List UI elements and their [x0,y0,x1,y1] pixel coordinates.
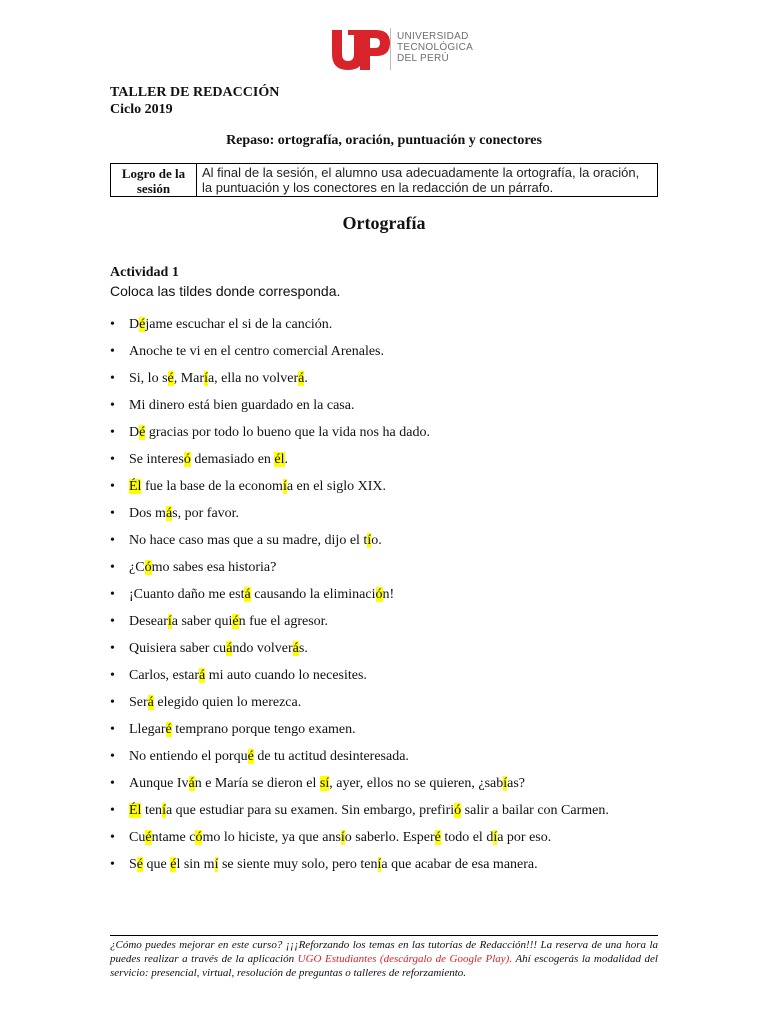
highlighted-accent: él [274,452,285,467]
sentence-text: Aunque Iv [129,776,189,791]
highlighted-accent: í [367,533,372,548]
exercise-item [110,717,658,744]
sentence-text: a saber qui [171,614,233,629]
sentence-text: n e María se dieron el [194,776,320,791]
sentence-text: jame escuchar el si de la canción. [145,317,333,332]
exercise-item [110,798,658,823]
sentence-text: demasiado en [190,452,275,467]
highlighted-accent: í [340,830,345,845]
highlighted-accent: í [377,857,382,872]
highlighted-accent: é [136,857,144,872]
highlighted-accent: é [232,614,239,629]
highlighted-accent: é [145,830,152,845]
sentence-text: a por eso. [497,830,552,845]
sentence-text: . [284,452,289,467]
footer-app-name: UGO Estudiantes (descárgalo de Google Play). [297,953,513,965]
exercise-item [110,447,658,474]
exercise-item [110,771,658,798]
sentence-text: ten [141,803,163,818]
highlighted-accent: í [282,479,287,494]
sentence-text: a que estudiar para su examen. Sin embargo, prefiri [165,803,455,818]
sentence-text: ¡Cuanto daño me est [129,587,245,602]
highlighted-accent: é [247,749,254,764]
highlighted-accent: é [167,371,174,386]
highlighted-accent: é [139,425,146,440]
exercise-item [110,501,658,528]
highlighted-accent: ó [454,803,462,818]
sentence-text: Se interes [129,452,184,467]
logo-wordmark: UNIVERSIDAD TECNOLÓGICA DEL PERÚ [397,31,474,64]
sentence-text: ntame c [151,830,196,845]
logro-label: Logro de la sesión [111,164,197,196]
sentence-text: temprano porque tengo examen. [171,722,356,737]
highlighted-accent: á [292,641,299,656]
sentence-text: Llegar [129,722,166,737]
exercise-item [110,744,658,771]
logo-divider [390,28,391,70]
footer-divider [110,935,658,936]
sentence-text: s. [298,641,308,656]
sentence-text: l sin m [176,857,215,872]
highlighted-accent: Él [129,479,142,494]
highlighted-accent: ó [375,587,383,602]
sentence-text: Ser [129,695,148,710]
sentence-text: n! [382,587,395,602]
exercise-item [110,690,658,717]
exercise-item [110,555,658,582]
footer-text-after: Ahí escogerás la modalidad del servicio: presencial, virtual, resolución de preguntas o talleres de reforzamiento. [110,953,658,979]
sentence-text: Si, lo s [129,371,168,386]
sentence-text: salir a bailar con Carmen. [461,803,609,818]
sentence-text: mo sabes esa historia? [151,560,277,575]
exercise-item [110,420,658,447]
exercise-item [110,528,658,555]
section-title: Ortografía [342,213,426,233]
sentence-text: mi auto cuando lo necesites. [205,668,367,683]
sentence-text: D [129,425,140,440]
sentence-text: fue la base de la econom [141,479,283,494]
sentence-text: de tu actitud desinteresada. [253,749,409,764]
logro-text: Al final de la sesión, el alumno usa adecuadamente la ortografía, la oración, la puntuación y los conectores en la redacción de un párrafo. [202,165,640,195]
exercise-item [110,825,658,852]
highlighted-accent: á [226,641,233,656]
exercise-item [110,609,658,636]
sentence-text: a en el siglo XIX. [286,479,386,494]
sentence-text: n fue el agresor. [238,614,329,629]
highlighted-accent: í [162,803,166,818]
footer-text-before: ¿Cómo puedes mejorar en este curso? ¡¡¡Reforzando los temas en las tutorías de Redacción!!! La reserva de una hora la puedes realizar a través de la aplicación [110,939,658,965]
highlighted-accent: í [214,857,219,872]
highlighted-accent: í [167,614,172,629]
sentence-text: o. [371,533,382,548]
sentence-text: Cu [129,830,146,845]
sentence-text: o saberlo. Esper [344,830,435,845]
sentence-text: gracias por todo lo bueno que la vida nos ha dado. [145,425,430,440]
highlighted-accent: é [165,722,172,737]
document-subtitle: Repaso: ortografía, oración, puntuación y conectores [226,133,542,148]
highlighted-accent: é [139,317,146,332]
highlighted-accent: Él [129,803,142,818]
sentence-text: ndo volver [232,641,293,656]
course-cycle: Ciclo 2019 [110,102,173,117]
activity-title: Actividad 1 [110,265,179,280]
highlighted-accent: í [493,830,498,845]
highlighted-accent: á [188,776,195,791]
highlighted-accent: á [147,695,154,710]
sentence-text: elegido quien lo merezca. [153,695,302,710]
sentence-text: causando la eliminaci [250,587,376,602]
exercise-item [110,474,658,501]
exercise-item [110,312,658,339]
exercise-item [110,366,658,393]
sentence-text: No entiendo el porqu [129,749,248,764]
highlighted-accent: ó [183,452,191,467]
sentence-text: Desear [129,614,168,629]
sentence-text: . [304,371,308,386]
sentence-text: a, ella no volver [207,371,299,386]
sentence-text: Quisiera saber cu [129,641,227,656]
highlighted-accent: á [298,371,305,386]
highlighted-accent: á [244,587,251,602]
course-title: TALLER DE REDACCIÓN [110,85,280,100]
footer-note [110,938,658,980]
sentence-text: , Mar [173,371,205,386]
highlighted-accent: ó [195,830,203,845]
highlighted-accent: sí [319,776,330,791]
exercise-item [110,339,658,366]
sentence-text: Dos m [129,506,166,521]
sentence-text: Carlos, estar [129,668,199,683]
highlighted-accent: é [170,857,177,872]
sentence-text: Mi dinero está bien guardado en la casa. [129,398,355,413]
exercise-item [110,582,658,609]
utp-logo-mark [330,24,392,74]
exercise-list [110,312,658,879]
exercise-item [110,852,658,879]
exercise-item [110,636,658,663]
exercise-item [110,663,658,690]
sentence-text: que [143,857,171,872]
exercise-item [110,393,658,420]
highlighted-accent: í [204,371,208,386]
sentence-text: D [129,317,140,332]
sentence-text: , ayer, ellos no se quieren, ¿sab [329,776,504,791]
sentence-text: s, por favor. [172,506,240,521]
highlighted-accent: á [165,506,173,521]
highlighted-accent: ó [144,560,152,575]
highlighted-accent: á [198,668,206,683]
highlighted-accent: í [503,776,508,791]
activity-instruction: Coloca las tildes donde corresponda. [110,283,341,299]
sentence-text: ¿C [129,560,145,575]
sentence-text: se siente muy solo, pero ten [218,857,378,872]
sentence-text: a que acabar de esa manera. [381,857,538,872]
highlighted-accent: é [434,830,441,845]
utp-logo [330,24,520,74]
sentence-text: Anoche te vi en el centro comercial Arenales. [129,344,384,359]
sentence-text: No hace caso mas que a su madre, dijo el t [129,533,368,548]
sentence-text: mo lo hiciste, ya que ans [202,830,341,845]
sentence-text: todo el d [440,830,494,845]
sentence-text: S [129,857,137,872]
logro-table [110,163,658,197]
sentence-text: as? [507,776,526,791]
